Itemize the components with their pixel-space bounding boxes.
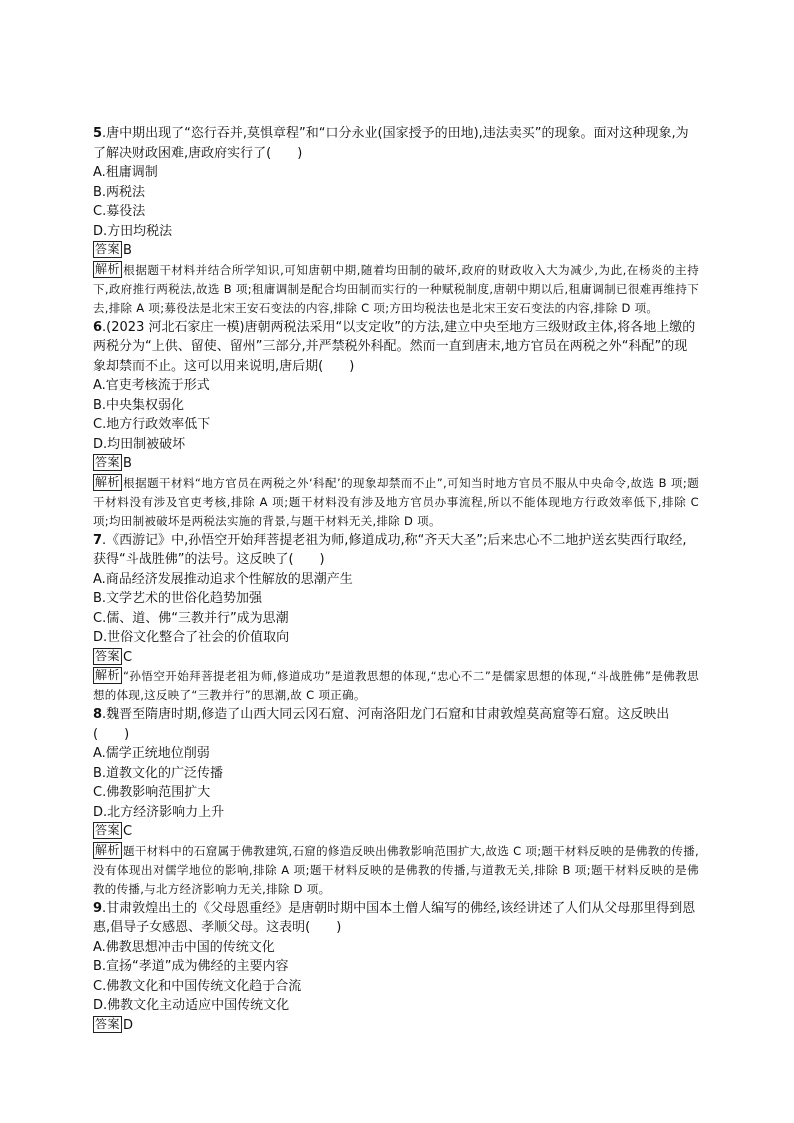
option-d: D.均田制被破坏 [93,436,186,452]
answer-line [93,648,699,668]
option-b: B.中央集权弱化 [93,397,185,413]
question-stem [93,531,699,570]
option-d: D.佛教文化主动适应中国传统文化 [93,998,290,1013]
answer-value: C [123,649,133,665]
option-c: C.募役法 [93,204,146,219]
question-stem [93,899,699,938]
option-c: C.地方行政效率低下 [93,417,211,432]
answer-value: B [123,456,132,471]
question-text: .唐中期出现了“恣行吞并,莫惧章程”和“口分永业(国家授予的田地),违法卖买”的现象。面对这种现象,为了解决财政困难,唐政府实行了( ) [93,126,689,161]
option-b: B.两税法 [93,184,146,200]
option-a: A.官吏考核流于形式 [93,378,210,393]
question-stem [93,705,699,744]
explain-tag: 解析 [95,261,121,276]
option-a: A.佛教思想冲击中国的传统文化 [93,939,275,955]
question-number: 5 [93,126,103,141]
option-c: C.佛教影响范围扩大 [93,785,211,800]
explain-tag: 解析 [95,668,121,682]
question-number: 8 [93,707,103,722]
answer-value: C [123,824,133,839]
option-d: D.世俗文化整合了社会的价值取向 [93,630,290,645]
option-a: A.商品经济发展推动追求个性解放的思潮产生 [93,571,353,587]
explanation-line [93,842,699,899]
answer-tag: 答案 [95,455,121,469]
explanation-line [93,667,699,705]
answer-value: B [123,243,132,258]
option-c: C.儒、道、佛“三教并行”成为思潮 [93,610,289,626]
question-text: .(2023 河北石家庄一模)唐朝两税法采用“以支定收”的方法,建立中央至地方三级财政主体,将各地上缴的两税分为“上供、留使、留州”三部分,并严禁税外科配。然而一直到唐末,地方官员在两税之外“科配”的现象却禁而不止。这可以用来说明,唐后期( ) [93,319,696,374]
question-9 [93,899,699,1036]
option-a: A.租庸调制 [93,165,158,180]
question-7 [93,531,699,706]
option-b: B.文学艺术的世俗化趋势加强 [93,591,263,606]
option-c: C.佛教文化和中国传统文化趋于合流 [93,978,302,994]
answer-tag: 答案 [95,1016,121,1031]
question-number: 9 [93,900,103,916]
explanation-line [93,261,699,318]
answer-line [93,1016,699,1036]
question-8 [93,705,699,899]
explanation-text: 题干材料中的石窟属于佛教建筑,石窟的修造反映出佛教影响范围扩大,故选 C 项;题干材料反映的是佛教的传播,没有体现出对儒学地位的影响,排除 A 项;题干材料反映的是佛教的传播,与道教无关,排除 B 项;题干材料反映的是佛教的传播,与北方经济影响力无关,排除 D 项。 [93,843,699,896]
question-number: 6 [93,319,103,335]
explanation-text: 根据题干材料“地方官员在两税之外‘科配’的现象却禁而不止”,可知当时地方官员不服从中央命令,故选 B 项;题干材料没有涉及官吏考核,排除 A 项;题干材料没有涉及地方官员办事流程,所以不能体现地方行政效率低下,排除 C 项;均田制被破坏是两税法实施的背景,与题干材料无关,排除 D 项。 [93,475,699,528]
question-text: .《西游记》中,孙悟空开始拜菩提老祖为师,修道成功,称“齐天大圣”;后来忠心不二地护送玄奘西行取经,获得“斗战胜佛”的法号。这反映了( ) [93,532,687,567]
question-stem [93,124,699,163]
explanation-text: “孙悟空开始拜菩提老祖为师,修道成功”是道教思想的体现,“忠心不二”是儒家思想的体现,“斗战胜佛”是佛教思想的体现,这反映了“三教并行”的思潮,故 C 项正确。 [93,669,699,702]
answer-tag: 答案 [95,242,121,256]
question-number: 7 [93,532,103,548]
option-d: D.北方经济影响力上升 [93,804,225,820]
answer-tag: 答案 [95,823,121,837]
explanation-line [93,474,699,531]
answer-line [93,454,699,474]
option-d: D.方田均税法 [93,223,173,239]
answer-line [93,241,699,261]
question-text: .甘肃敦煌出土的《父母恩重经》是唐朝时期中国本土僧人编写的佛经,该经讲述了人们从父母那里得到恩惠,倡导子女感恩、孝顺父母。这表明( ) [93,900,696,935]
option-b: B.宣扬“孝道”成为佛经的主要内容 [93,959,289,974]
answer-tag: 答案 [95,648,121,663]
question-5 [93,124,699,318]
answer-value: D [123,1017,134,1033]
option-a: A.儒学正统地位削弱 [93,746,210,761]
explanation-text: 根据题干材料并结合所学知识,可知唐朝中期,随着均田制的破坏,政府的财政收入大为减少,为此,在杨炎的主持下,政府推行两税法,故选 B 项;租庸调制是配合均田制而实行的一种赋税制度,唐朝中期以后,租庸调制已很难再维持下去,排除 A 项;募役法是北宋王安石变法的内容,排除 C 项;方田均税法也是北宋王安石变法的内容,排除 D 项。 [93,262,699,315]
explain-tag: 解析 [95,842,121,857]
option-b: B.道教文化的广泛传播 [93,765,224,781]
explain-tag: 解析 [95,474,121,489]
question-6 [93,318,699,531]
answer-line [93,822,699,842]
document-page [93,124,699,1035]
question-stem [93,318,699,377]
question-text: .魏晋至隋唐时期,修造了山西大同云冈石窟、河南洛阳龙门石窟和甘肃敦煌莫高窟等石窟。这反映出( ) [93,707,670,742]
